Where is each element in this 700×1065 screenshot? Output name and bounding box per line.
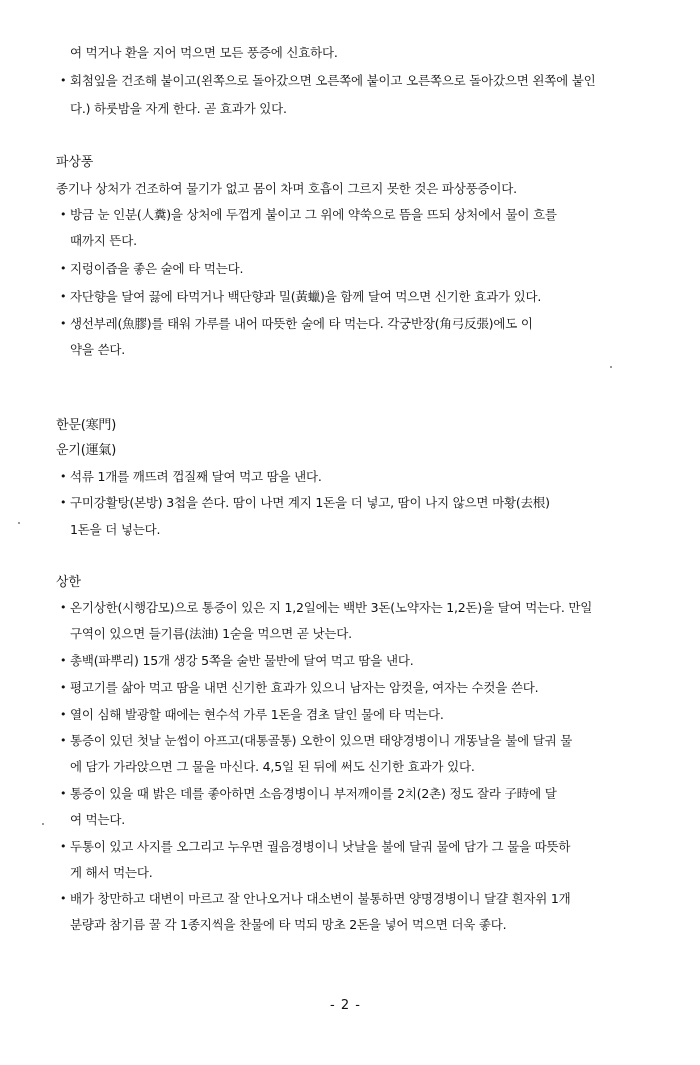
text-line: 에 담가 가라앉으면 그 물을 마신다. 4,5일 된 뒤에 써도 신기한 효과가 있다. xyxy=(70,759,475,774)
text-line: 1돈을 더 넣는다. xyxy=(70,522,161,537)
text-line: 게 해서 먹는다. xyxy=(70,865,153,880)
text-line: 때까지 뜬다. xyxy=(70,233,137,248)
bullet-line: • 열이 심해 발광할 때에는 현수석 가루 1돈을 겸초 달인 물에 타 먹는다. xyxy=(70,707,444,723)
bullet-line: • 통증이 있던 첫날 눈썹이 아프고(대통골통) 오한이 있으면 태양경병이니 개똥날을 불에 달궈 물 xyxy=(70,733,572,749)
text-line: 여 먹거나 환을 지어 먹으면 모든 풍증에 신효하다. xyxy=(70,45,338,60)
text-line: 다.) 하룻밤을 자게 한다. 곧 효과가 있다. xyxy=(70,101,287,116)
section-heading: 파상풍 xyxy=(56,155,94,170)
page-number: - 2 - xyxy=(330,998,361,1013)
section-heading: 상한 xyxy=(56,575,81,590)
text-line: 구역이 있으면 들기름(法油) 1숟을 먹으면 곧 낫는다. xyxy=(70,626,352,641)
text-line: 약을 쓴다. xyxy=(70,342,126,357)
bullet-line: • 총백(파뿌리) 15개 생강 5쪽을 술반 물반에 달여 먹고 땀을 낸다. xyxy=(70,653,413,669)
bullet-line: • 자단향을 달여 끓에 타먹거나 백단향과 밀(黃蠟)을 함께 달여 먹으면 신기한 효과가 있다. xyxy=(70,289,541,305)
bullet-line: • 평고기를 삶아 먹고 땀을 내면 신기한 효과가 있으니 남자는 암컷을, 여자는 수컷을 쓴다. xyxy=(70,680,538,696)
scan-speck xyxy=(42,823,44,825)
scan-speck xyxy=(610,366,612,368)
bullet-line: • 통증이 있을 때 밝은 데를 좋아하면 소음경병이니 부저깨이를 2치(2촌) 정도 잘라 子時에 달 xyxy=(70,786,557,802)
text-line: 종기나 상처가 건조하여 물기가 없고 몸이 차며 호흡이 그르지 못한 것은 파상풍증이다. xyxy=(56,181,517,196)
text-line: 분량과 참기름 꿀 각 1종지씩을 찬물에 타 먹되 망초 2돈을 넣어 먹으면 더욱 좋다. xyxy=(70,917,507,932)
bullet-line: • 지렁이즙을 좋은 술에 타 먹는다. xyxy=(70,261,243,277)
bullet-line: • 방금 눈 인분(人糞)을 상처에 두껍게 붙이고 그 위에 약쑥으로 뜸을 뜨되 상처에서 물이 흐를 xyxy=(70,207,557,223)
bullet-line: • 회첨잎을 건조해 붙이고(왼쪽으로 돌아갔으면 오른쪽에 붙이고 오른쪽으로 돌아갔으면 왼쪽에 붙인 xyxy=(70,73,596,89)
subsection-heading: 운기(運氣) xyxy=(56,443,117,458)
section-heading: 한문(寒門) xyxy=(56,418,117,433)
bullet-line: • 석류 1개를 깨뜨려 껍질째 달여 먹고 땀을 낸다. xyxy=(70,469,322,485)
bullet-line: • 배가 창만하고 대변이 마르고 잘 안나오거나 대소변이 불통하면 양명경병이니 달걀 흰자위 1개 xyxy=(70,891,571,907)
text-line: 여 먹는다. xyxy=(70,812,126,827)
bullet-line: • 구미강활탕(본방) 3첩을 쓴다. 땀이 나면 계지 1돈을 더 넣고, 땀이 나지 않으면 마황(去根) xyxy=(70,495,550,511)
bullet-line: • 생선부레(魚膠)를 태워 가루를 내어 따뜻한 술에 타 먹는다. 각궁반장(角弓反張)에도 이 xyxy=(70,316,533,332)
bullet-line: • 두통이 있고 사지를 오그리고 누우면 궐음경병이니 낫날을 불에 달궈 물에 담가 그 물을 따뜻하 xyxy=(70,839,570,855)
scan-speck xyxy=(18,522,20,524)
bullet-line: • 온기상한(시행감모)으로 통증이 있은 지 1,2일에는 백반 3돈(노약자는 1,2돈)을 달여 먹는다. 만일 xyxy=(70,600,592,616)
